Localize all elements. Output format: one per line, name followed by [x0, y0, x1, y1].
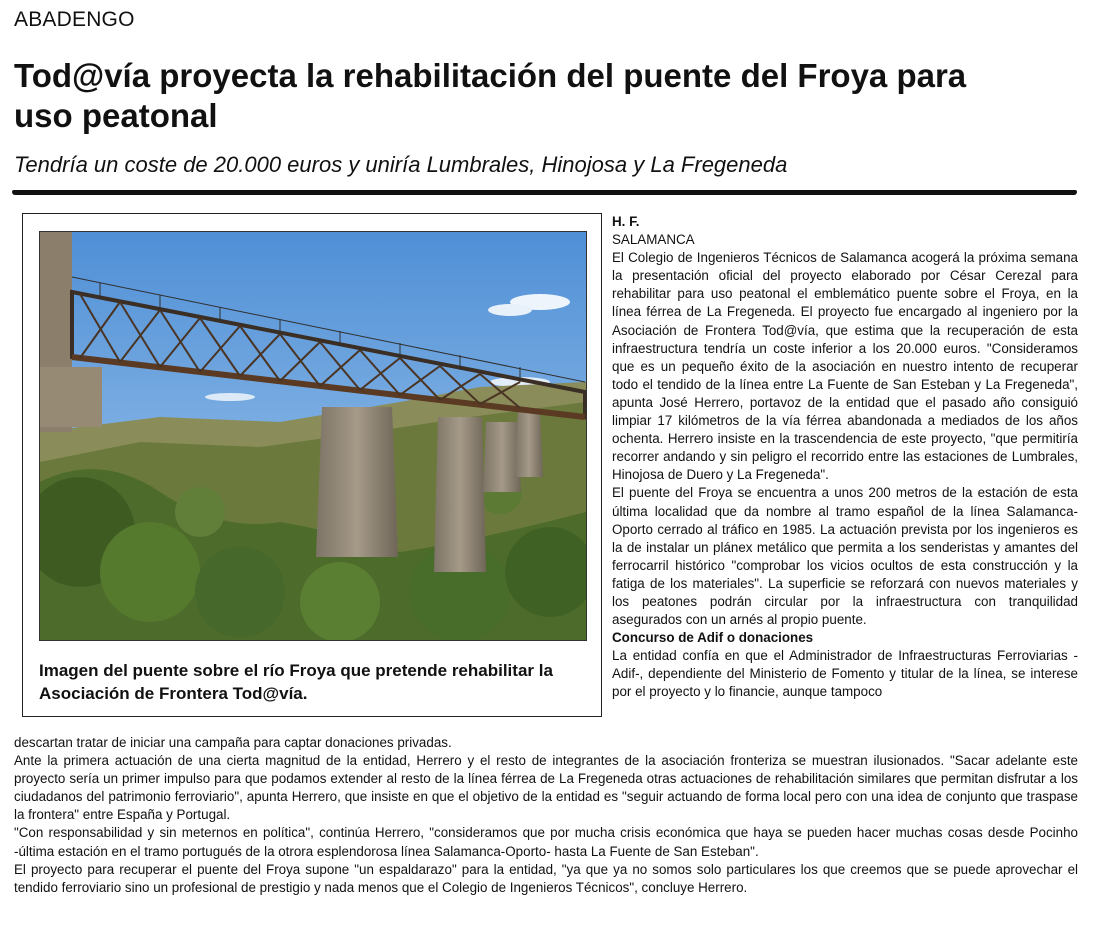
- byline-location: SALAMANCA: [612, 232, 695, 248]
- body-paragraph-6: El proyecto para recuperar el puente del Froya supone "un espaldarazo" para la entidad, "ya que ya no somos solo particulares los que creemos que se puede aprovechar el tendido ferroviario sino un profesional de prestigio y nada menos que el Colegio de Ingenieros Técnicos", concluye Herrero.: [14, 861, 1078, 895]
- headline: Tod@vía proyecta la rehabilitación del puente del Froya para uso peatonal: [14, 57, 967, 134]
- photo-frame: [22, 213, 602, 717]
- article-bottom: [14, 734, 1078, 897]
- section-label: ABADENGO: [14, 8, 135, 31]
- divider-rule: [12, 190, 1077, 195]
- bridge-photo: [39, 231, 587, 641]
- body-paragraph-4: Ante la primera actuación de una cierta magnitud de la entidad, Herrero y el resto de integrantes de la asociación fronteriza se muestran ilusionados. "Sacar adelante este proyecto sería un primer impulso para que podamos extender al resto de la línea férrea de La Fregeneda otras actuaciones de rehabilitación similares que permitan disfrutar a los ciudadanos del patrimonio ferroviario", apunta Herrero, que insiste en que el objetivo de la entidad es "seguir actuando de forma local pero con una idea de conjunto que traspase la frontera" entre España y Portugal.: [14, 753, 1078, 823]
- body-paragraph-1: El Colegio de Ingenieros Técnicos de Salamanca acogerá la próxima semana la presentación oficial del proyecto elaborado por César Cerezal para rehabilitar para uso peatonal el emblemático puente sobre el Froya, en la línea férrea de La Fregeneda. El proyecto fue encargado al ingeniero por la Asociación de Frontera Tod@vía, que estima que la recuperación de esta infraestructura tendría un coste inferior a los 20.000 euros. "Consideramos que es un pequeño éxito de la asociación en nuestro intento de recuperar todo el tendido de la línea entre La Fuente de San Esteban y La Fregeneda", apunta José Herrero, portavoz de la entidad que el pasado año consiguió limpiar 17 kilómetros de la vía férrea abandonada a mediados de los años ochenta. Herrero insiste en la trascendencia de este proyecto, "que permitiría recorrer andando y sin peligro el recorrido entre las estaciones de Lumbrales, Hinojosa de Duero y La Fregeneda".: [612, 250, 1078, 483]
- section-subtitle: Concurso de Adif o donaciones: [612, 630, 814, 646]
- subheadline: Tendría un coste de 20.000 euros y uniría Lumbrales, Hinojosa y La Fregeneda: [14, 152, 788, 177]
- article-column-right: [612, 213, 1078, 702]
- body-paragraph-3: La entidad confía en que el Administrador de Infraestructuras Ferroviarias -Adif-, dependiente del Ministerio de Fomento y titular de la línea, se interese por el proyecto y lo financie, aunque tampoco: [612, 648, 1078, 700]
- photo-caption: Imagen del puente sobre el río Froya que pretende rehabilitar la Asociación de Frontera Tod@vía.: [39, 661, 553, 703]
- bridge-illustration: [40, 232, 586, 640]
- body-paragraph-3-continued: descartan tratar de iniciar una campaña para captar donaciones privadas.: [14, 735, 452, 750]
- byline-author: H. F.: [612, 214, 640, 229]
- body-paragraph-2: El puente del Froya se encuentra a unos 200 metros de la estación de esta última localidad que da nombre al tramo español de la línea Salamanca-Oporto cerrado al tráfico en 1985. La actuación prevista por los ingenieros es la de instalar un plánex metálico que permita a los senderistas y amantes del ferrocarril histórico "comprobar los vicios ocultos de esta construcción y la fatiga de los materiales". La superficie se reforzará con nuevos materiales y los peatones podrán circular por la infraestructura con tranquilidad asegurados con un arnés al propio puente.: [612, 485, 1078, 628]
- body-paragraph-5: "Con responsabilidad y sin meternos en política", continúa Herrero, "consideramos que por mucha crisis económica que haya se pueden hacer muchas cosas desde Pocinho -última estación en el tramo portugués de la otrora esplendorosa línea Salamanca-Oporto- hasta La Fuente de San Esteban".: [14, 825, 1078, 859]
